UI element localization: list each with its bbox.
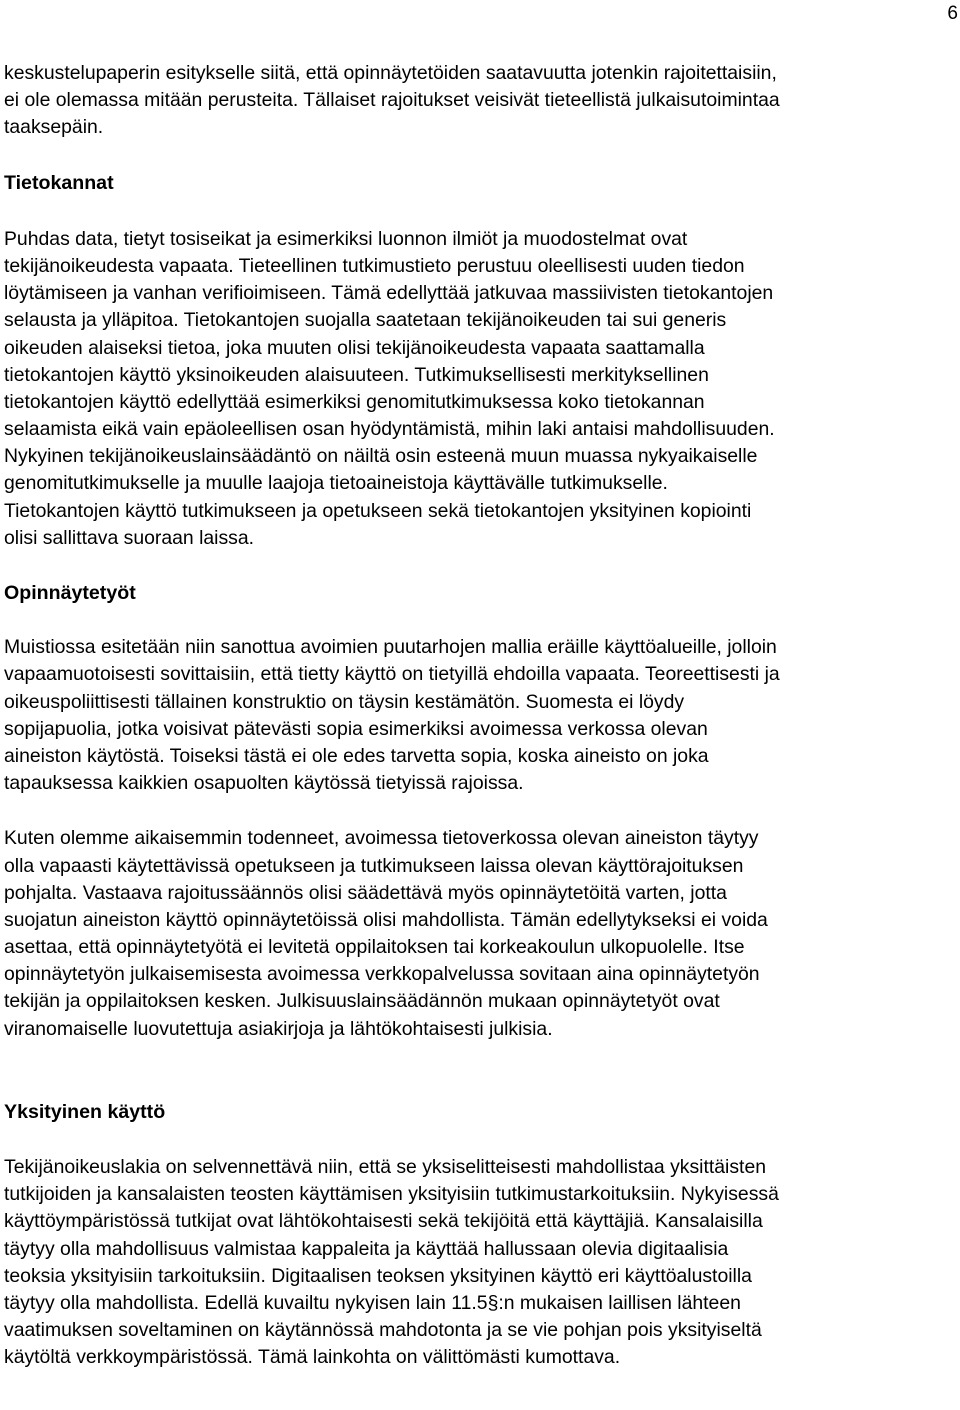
spacer [4,142,960,170]
text-line: viranomaiselle luovutettuja asiakirjoja ja lähtökohtaisesti julkisia. [4,1017,553,1040]
text-line: olisi sallittava suoraan laissa. [4,526,255,549]
text-line: pohjalta. Vastaava rajoitussäännös olisi säädettävä myös opinnäytetöitä varten, jotta [4,881,727,904]
spacer [4,197,960,226]
text-line: suojatun aineiston käyttö opinnäytetöissä olisi mahdollista. Tämän edellytykseksi ei voida [4,908,768,931]
text-line: vapaamuotoisesti sovittaisiin, että tietty käyttö on tietyillä ehdoilla vapaata. Teoreettisesti ja [4,663,780,686]
opinnaytetyot-paragraph-2 [4,825,960,1043]
text-line: käyttöympäristössä tutkijat ovat lähtökohtaisesti sekä tekijöitä että käyttäjiä. Kansalaisilla [4,1210,763,1233]
text-line: täytyy olla mahdollisuus valmistaa kappaleita ja käyttää hallussaan olevia digitaalisia [4,1237,729,1260]
text-line: genomitutkimukselle ja muulle laajoja tietoaineistoja käyttävälle tutkimukselle. [4,472,668,495]
text-line: tekijän ja oppilaitoksen kesken. Julkisuuslainsäädännön mukaan opinnäytetyöt ovat [4,990,720,1013]
text-line: täytyy olla mahdollista. Edellä kuvailtu nykyisen lain 11.5§:n mukaisen laillisen lähteen [4,1291,741,1314]
text-line: tapauksessa kaikkien osapuolten käytössä tietyissä rajoissa. [4,772,524,795]
spacer [4,552,960,580]
tietokannat-paragraph [4,226,960,552]
text-line: tutkijoiden ja kansalaisten teosten käyttämisen yksityisiin tutkimustarkoituksiin. Nykyisessä [4,1183,779,1206]
text-line: käytöltä verkkoympäristössä. Tämä lainkohta on välittömästi kumottava. [4,1346,621,1369]
text-line: aineiston käytöstä. Toiseksi tästä ei ole edes tarvetta sopia, koska aineisto on joka [4,744,709,767]
page-number: 6 [947,3,958,24]
text-line: Tietokantojen käyttö tutkimukseen ja opetukseen sekä tietokantojen yksityinen kopiointi [4,499,752,522]
text-line: tekijänoikeudesta vapaata. Tieteellinen tutkimustieto perustuu oleellisesti uuden tiedon [4,254,745,277]
text-line: Muistiossa esitetään niin sanottua avoimien puutarhojen mallia eräille käyttöalueille, jolloin [4,636,777,659]
text-line: oikeuden alaiseksi tietoa, joka muuten olisi tekijänoikeudesta vapaata saattamalla [4,336,705,359]
text-line: Nykyinen tekijänoikeuslainsäädäntö on näiltä osin esteenä muun muassa nykyaikaiselle [4,445,758,468]
intro-paragraph [4,60,960,142]
section-heading-tietokannat: Tietokannat [4,171,114,194]
text-line: Puhdas data, tietyt tosiseikat ja esimerkiksi luonnon ilmiöt ja muodostelmat ovat [4,227,688,250]
text-line: taaksepäin. [4,116,104,139]
text-line: teoksia yksityisiin tarkoituksiin. Digitaalisen teoksen yksityinen käyttö eri käyttöalustoilla [4,1264,752,1287]
spacer [4,1043,960,1099]
section-heading-opinnaytetyot: Opinnäytetyöt [4,582,136,605]
text-line: keskustelupaperin esitykselle siitä, että opinnäytetöiden saatavuutta jotenkin rajoitettaisiin, [4,62,777,84]
text-line: ei ole olemassa mitään perusteita. Tällaiset rajoitukset veisivät tieteellistä julkaisutoimintaa [4,89,780,112]
text-line: vaatimuksen soveltaminen on käytännössä mahdotonta ja se vie pohjan pois yksityiseltä [4,1319,762,1342]
text-line: löytämiseen ja vanhan verifioimiseen. Tämä edellyttää jatkuvaa massiivisten tietokantojen [4,282,774,305]
text-line: selaamista eikä vain epäoleellisen osan hyödyntämistä, mihin laki antaisi mahdollisuuden. [4,418,775,441]
text-line: Tekijänoikeuslakia on selvennettävä niin, että se yksiselitteisesti mahdollistaa yksittäisten [4,1156,767,1179]
text-line: tietokantojen käyttö edellyttää esimerkiksi genomitutkimuksessa koko tietokannan [4,390,705,413]
text-line: selausta ja ylläpitoa. Tietokantojen suojalla saatetaan tekijänoikeuden tai sui generis [4,309,727,332]
text-line: olla vapaasti käytettävissä opetukseen ja tutkimukseen laissa olevan käyttörajoituksen [4,854,744,877]
text-line: Kuten olemme aikaisemmin todenneet, avoimessa tietoverkossa olevan aineiston täytyy [4,827,759,850]
spacer [4,797,960,825]
section-heading-yksityinen-kaytto: Yksityinen käyttö [4,1100,166,1123]
text-line: asettaa, että opinnäytetyötä ei levitetä oppilaitoksen tai korkeakoulun ulkopuolelle. Itse [4,936,745,959]
spacer [4,607,960,634]
spacer [4,1126,960,1154]
document-body [4,60,960,1372]
text-line: sopijapuolia, jotka voisivat pätevästi sopia esimerkiksi avoimessa verkossa olevan [4,717,708,740]
text-line: oikeuspoliittisesti tällainen konstruktio on täysin kestämätön. Suomesta ei löydy [4,690,685,713]
text-line: opinnäytetyön julkaisemisesta avoimessa verkkopalvelussa sovitaan aina opinnäytetyön [4,963,760,986]
opinnaytetyot-paragraph-1 [4,634,960,797]
yksityinen-kaytto-paragraph [4,1154,960,1372]
text-line: tietokantojen käyttö yksinoikeuden alaisuuteen. Tutkimuksellisesti merkityksellinen [4,363,709,386]
